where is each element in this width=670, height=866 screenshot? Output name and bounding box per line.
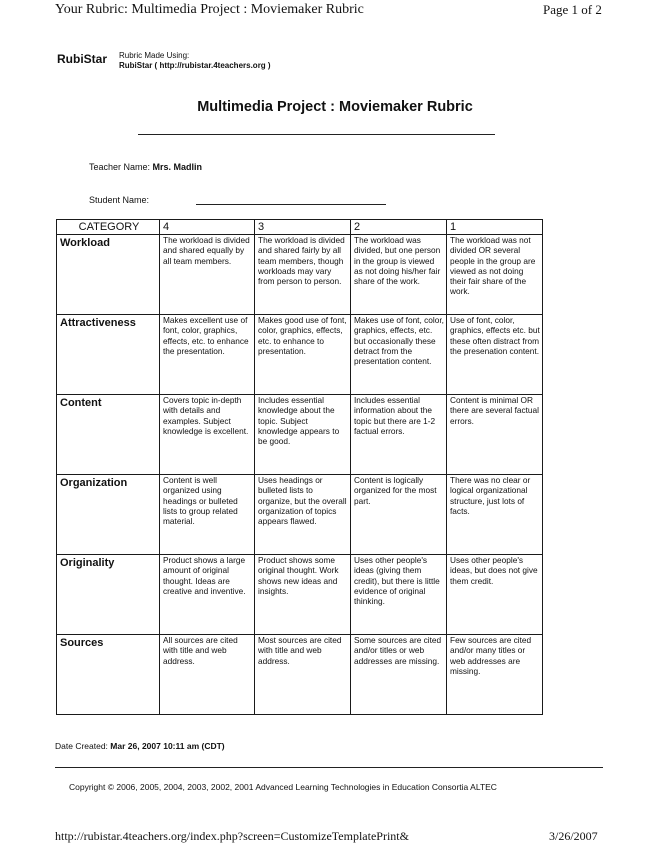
date-created [55,741,225,751]
date-created-value: Mar 26, 2007 10:11 am (CDT) [110,741,225,751]
rubric-row-originality [57,555,543,635]
criteria-cell: Content is logically organized for the most part. [351,475,447,555]
made-using-label: Rubric Made Using: [119,51,190,60]
criteria-cell: All sources are cited with title and web address. [160,635,255,715]
criteria-cell: There was no clear or logical organizational structure, just lots of facts. [447,475,543,555]
rubric-row-workload [57,235,543,315]
header-score-3: 3 [255,220,351,235]
criteria-cell: Most sources are cited with title and web address. [255,635,351,715]
page-title: Multimedia Project : Moviemaker Rubric [197,99,473,115]
print-header-title: Your Rubric: Multimedia Project : Moviemaker Rubric [55,2,364,17]
rubric-row-sources [57,635,543,715]
header-score-2: 2 [351,220,447,235]
criteria-cell: Use of font, color, graphics, effects etc. but these often distract from the presenation content. [447,315,543,395]
print-footer-date: 3/26/2007 [549,829,598,843]
header-category: CATEGORY [57,220,160,235]
criteria-cell: Uses other people's ideas (giving them credit), but there is little evidence of original thinking. [351,555,447,635]
footer-divider [55,767,603,768]
category-name: Content [57,395,160,475]
criteria-cell: Includes essential knowledge about the topic. Subject knowledge appears to be good. [255,395,351,475]
copyright-notice: Copyright © 2006, 2005, 2004, 2003, 2002, 2001 Advanced Learning Technologies in Education Consortia ALTEC [69,782,497,792]
header-score-4: 4 [160,220,255,235]
teacher-name-value: Mrs. Madlin [152,162,203,172]
rubric-row-organization [57,475,543,555]
criteria-cell: Uses headings or bulleted lists to organize, but the overall organization of topics appears flawed. [255,475,351,555]
criteria-cell: The workload is divided and shared fairly by all team members, though workloads may vary from person to person. [255,235,351,315]
criteria-cell: Makes use of font, color, graphics, effects, etc. but occasionally these detract from the presentation content. [351,315,447,395]
category-name: Attractiveness [57,315,160,395]
student-name-label: Student Name: [89,195,150,205]
teacher-name-row [89,162,202,172]
criteria-cell: Uses other people's ideas, but does not give them credit. [447,555,543,635]
rubric-row-attractiveness [57,315,543,395]
criteria-cell: Product shows a large amount of original thought. Ideas are creative and inventive. [160,555,255,635]
student-name-blank [196,204,386,205]
criteria-cell: Product shows some original thought. Work shows new ideas and insights. [255,555,351,635]
category-name: Sources [57,635,160,715]
criteria-cell: Some sources are cited and/or titles or web addresses are missing. [351,635,447,715]
rubistar-logo: RubiStar [57,52,108,66]
rubric-table [56,219,543,715]
teacher-name-label: Teacher Name: [89,162,151,172]
criteria-cell: Content is minimal OR there are several factual errors. [447,395,543,475]
criteria-cell: Covers topic in-depth with details and examples. Subject knowledge is excellent. [160,395,255,475]
header-score-1: 1 [447,220,543,235]
category-name: Organization [57,475,160,555]
criteria-cell: Makes excellent use of font, color, graphics, effects, etc. to enhance the presentation. [160,315,255,395]
print-header-page: Page 1 of 2 [543,2,602,17]
criteria-cell: Includes essential information about the topic but there are 1-2 factual errors. [351,395,447,475]
made-using-note [119,51,271,71]
category-name: Originality [57,555,160,635]
made-using-url: RubiStar ( http://rubistar.4teachers.org ) [119,61,271,70]
criteria-cell: Makes good use of font, color, graphics, effects, etc. to enhance to presentation. [255,315,351,395]
title-divider [138,134,495,135]
criteria-cell: The workload is divided and shared equally by all team members. [160,235,255,315]
criteria-cell: Few sources are cited and/or many titles or web addresses are missing. [447,635,543,715]
rubric-row-content [57,395,543,475]
rubric-header-row [57,220,543,235]
category-name: Workload [57,235,160,315]
date-created-label: Date Created: [55,741,108,751]
print-footer-url: http://rubistar.4teachers.org/index.php?screen=CustomizeTemplatePrint& [55,829,409,843]
criteria-cell: The workload was divided, but one person in the group is viewed as not doing his/her fair share of the work. [351,235,447,315]
criteria-cell: Content is well organized using headings or bulleted lists to group related material. [160,475,255,555]
criteria-cell: The workload was not divided OR several people in the group are viewed as not doing their fair share of the work. [447,235,543,315]
